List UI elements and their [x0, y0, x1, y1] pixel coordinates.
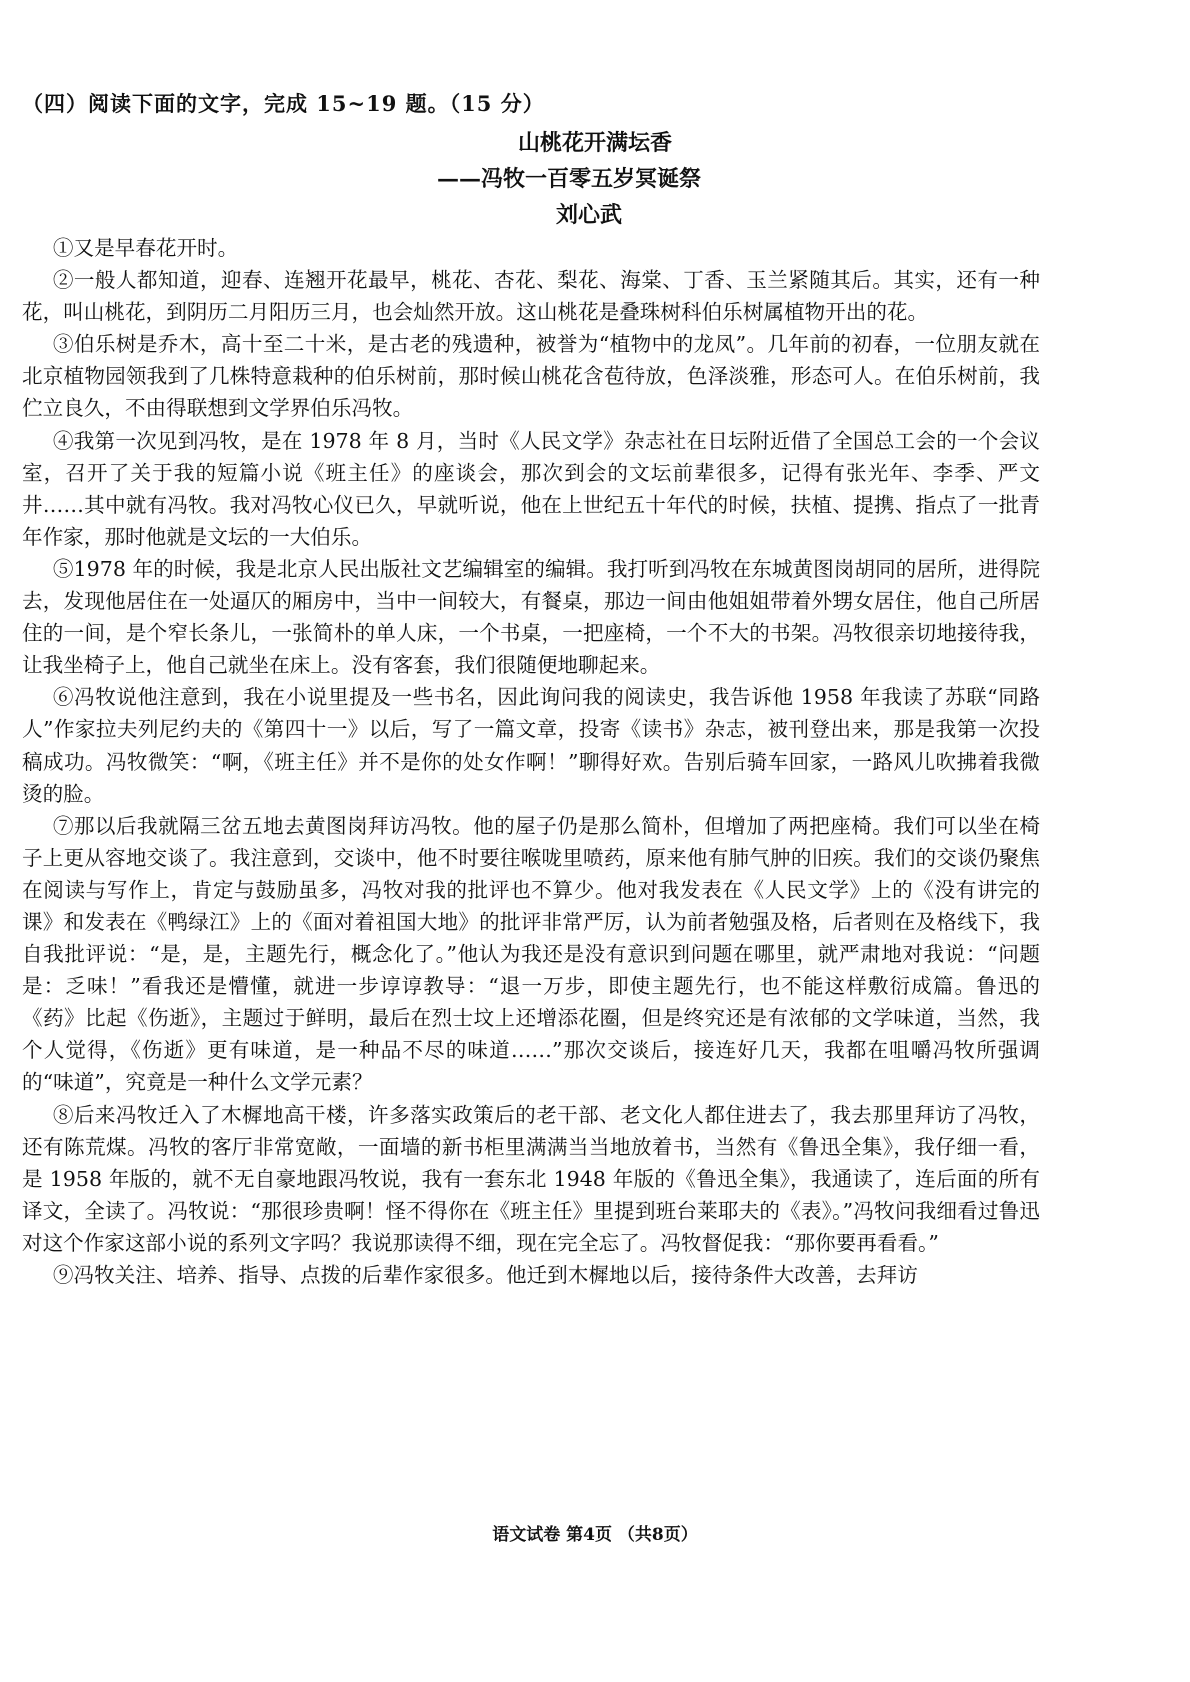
article-author: 刘心武 — [555, 202, 622, 228]
paragraph-4: ④我第一次见到冯牧，是在 1978 年 8 月，当时《人民文学》杂志社在日坛附近借了全国总工会的一个会议室，召开了关于我的短篇小说《班主任》的座谈会，那次到会的文坛前辈很多，记得有张光年、李季、严文井……其中就有冯牧。我对冯牧心仪已久，早就听说，他在上世纪五十年代的时候，扶植、提携、指点了一批青年作家，那时他就是文坛的一大伯乐。 — [22, 428, 1040, 549]
paragraph-5: ⑤1978 年的时候，我是北京人民出版社文艺编辑室的编辑。我打听到冯牧在东城黄图岗胡同的居所，进得院去，发现他居住在一处逼仄的厢房中，当中一间较大，有餐桌，那边一间由他姐姐带着外甥女居住，他自己所居住的一间，是个窄长条儿，一张简朴的单人床，一个书桌，一把座椅，一个不大的书架。冯牧很亲切地接待我，让我坐椅子上，他自己就坐在床上。没有客套，我们很随便地聊起来。 — [22, 556, 1040, 678]
page-footer: 语文试卷 第4页 （共8页） — [492, 1525, 698, 1545]
paragraph-1: ①又是早春花开时。 — [52, 236, 239, 260]
section-heading: （四）阅读下面的文字，完成 15~19 题。（15 分） — [22, 91, 545, 116]
article-title: 山桃花开满坛香 — [517, 130, 672, 156]
paragraph-9: ⑨冯牧关注、培养、指导、点拨的后辈作家很多。他迁到木樨地以后，接待条件大改善，去拜访 — [52, 1263, 918, 1287]
paragraph-8: ⑧后来冯牧迁入了木樨地高干楼，许多落实政策后的老干部、老文化人都住进去了，我去那里拜访了冯牧，还有陈荒煤。冯牧的客厅非常宽敞，一面墙的新书柜里满满当当地放着书，当然有《鲁迅全集》，我仔细一看，是 1958 年版的，就不无自豪地跟冯牧说，我有一套东北 1948 年版的《鲁迅全集》，我通读了，连后面的所有译文，全读了。冯牧说：“那很珍贵啊！怪不得你在《班主任》里提到班台莱耶夫的《表》。”冯牧问我细看过鲁迅对这个作家这部小说的系列文字吗？我说那读得不细，现在完全忘了。冯牧督促我：“那你要再看看。” — [22, 1102, 1040, 1255]
paragraph-3: ③伯乐树是乔木，高十至二十米，是古老的残遗种，被誉为“植物中的龙凤”。几年前的初春，一位朋友就在北京植物园领我到了几株特意栽种的伯乐树前，那时候山桃花含苞待放，色泽淡雅，形态可人。在伯乐树前，我伫立良久，不由得联想到文学界伯乐冯牧。 — [22, 332, 1040, 421]
paragraph-7: ⑦那以后我就隔三岔五地去黄图岗拜访冯牧。他的屋子仍是那么简朴，但增加了两把座椅。我们可以坐在椅子上更从容地交谈了。我注意到，交谈中，他不时要往喉咙里喷药，原来他有肺气肿的旧疾。我们的交谈仍聚焦在阅读与写作上，肯定与鼓励虽多，冯牧对我的批评也不算少。他对我发表在《人民文学》上的《没有讲完的课》和发表在《鸭绿江》上的《面对着祖国大地》的批评非常严厉，认为前者勉强及格，后者则在及格线下，我自我批评说：“是，是，主题先行，概念化了。”他认为我还是没有意识到问题在哪里，就严肃地对我说：“问题是：乏味！”看我还是懵懂，就进一步谆谆教导：“退一万步，即使主题先行，也不能这样敷衍成篇。鲁迅的《药》比起《伤逝》，主题过于鲜明，最后在烈士坟上还增添花圈，但是终究还是有浓郁的文学味道，当然，我个人觉得，《伤逝》更有味道，是一种品不尽的味道……”那次交谈后，接连好几天，我都在咀嚼冯牧所强调的“味道”，究竟是一种什么文学元素？ — [22, 813, 1040, 1095]
article-subtitle: ——冯牧一百零五岁冥诞祭 — [436, 166, 701, 192]
paragraph-6: ⑥冯牧说他注意到，我在小说里提及一些书名，因此询问我的阅读史，我告诉他 1958 年我读了苏联“同路人”作家拉夫列尼约夫的《第四十一》以后，写了一篇文章，投寄《读书》杂志，被刊登出来，那是我第一次投稿成功。冯牧微笑：“啊，《班主任》并不是你的处女作啊！”聊得好欢。告别后骑车回家，一路风儿吹拂着我微烫的脸。 — [22, 685, 1040, 806]
paragraph-2: ②一般人都知道，迎春、连翘开花最早，桃花、杏花、梨花、海棠、丁香、玉兰紧随其后。其实，还有一种花，叫山桃花，到阴历二月阳历三月，也会灿然开放。这山桃花是叠珠树科伯乐树属植物开出的花。 — [22, 268, 1040, 325]
article-body — [22, 232, 1040, 1291]
